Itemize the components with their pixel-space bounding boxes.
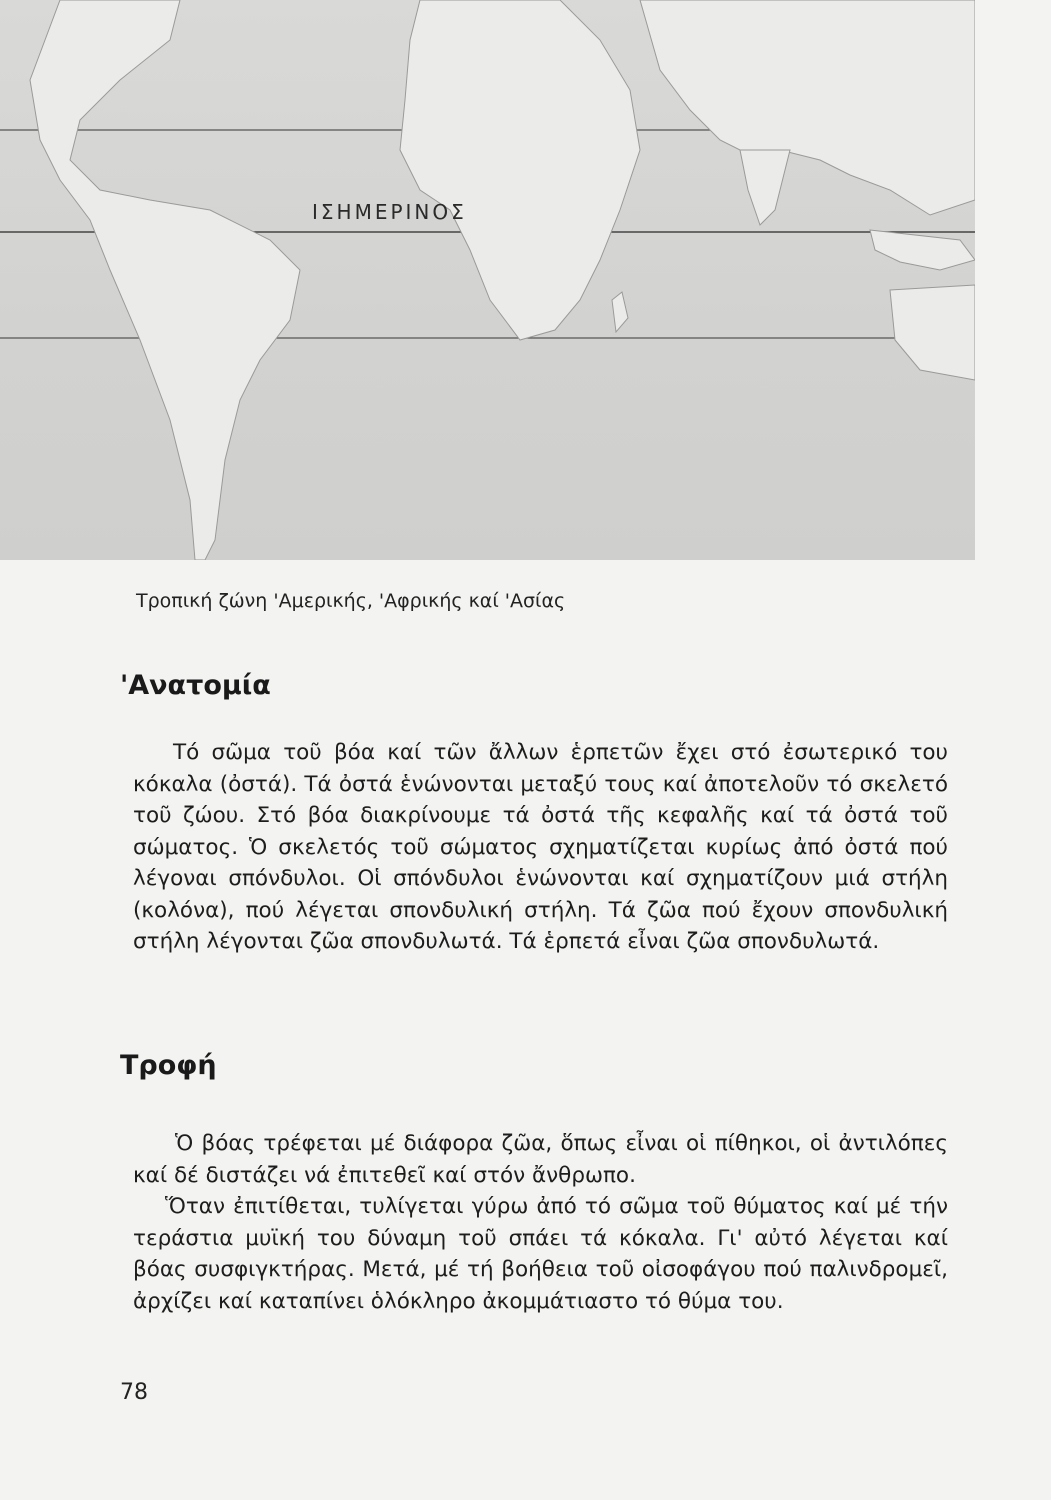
heading-food: Τροφή	[120, 1050, 217, 1081]
figure-caption: Τροπική ζώνη 'Αμερικής, 'Αφρικής καί 'Ασίας	[136, 590, 566, 612]
india-peninsula	[740, 150, 790, 225]
food-paragraph-2: Ὅταν ἐπιτίθεται, τυλίγεται γύρω ἀπό τό σῶμα τοῦ θύματος καί μέ τήν τεράστια μυϊκή του δύναμη τοῦ σπάει τά κόκαλα. Γι' αὐτό λέγεται καί βόας συσφιγκτήρας. Μετά, μέ τή βοήθεια τοῦ οἰσοφάγου πού παλινδρομεῖ, ἀρχίζει καί καταπίνει ὁλόκληρο ἀκομμάτιαστο τό θύμα του.	[133, 1194, 948, 1314]
anatomy-paragraph: Τό σῶμα τοῦ βόα καί τῶν ἄλλων ἑρπετῶν ἔχει στό ἐσωτερικό του κόκαλα (ὀστά). Τά ὀστά ἑνώνονται μεταξύ τους καί ἀποτελοῦν τό σκελετό τοῦ ζώου. Στό βόα διακρίνουμε τά ὀστά τῆς κεφαλῆς καί τά ὀστά τοῦ σώματος. Ὁ σκελετός τοῦ σώματος σχηματίζεται κυρίως ἀπό ὀστά πού λέγοναι σπόνδυλοι. Οἱ σπόνδυλοι ἑνώνονται καί σχηματίζουν μιά στήλη (κολόνα), πού λέγεται σπονδυλική στήλη. Τά ζῶα πού ἔχουν σπονδυλική στήλη λέγονται ζῶα σπονδυλωτά. Τά ἑρπετά εἶναι ζῶα σπονδυλωτά.	[133, 740, 948, 954]
tropical-zone-map	[0, 0, 975, 560]
madagascar	[612, 292, 628, 332]
food-paragraph-1: Ὁ βόας τρέφεται μέ διάφορα ζῶα, ὅπως εἶναι οἱ πίθηκοι, οἱ ἀντιλόπες καί δέ διστάζει νά ἐπιτεθεῖ καί στόν ἄνθρωπο.	[133, 1131, 948, 1188]
world-map-illustration	[0, 0, 975, 560]
page-number: 78	[120, 1380, 148, 1405]
australia-landmass	[890, 285, 975, 380]
africa-landmass	[400, 0, 640, 340]
americas-landmass	[30, 0, 300, 560]
equator-label: ΙΣΗΜΕΡΙΝΟΣ	[312, 200, 467, 224]
indonesia-islands	[870, 230, 975, 270]
asia-landmass	[640, 0, 975, 215]
heading-anatomy: 'Ανατομία	[120, 670, 271, 701]
